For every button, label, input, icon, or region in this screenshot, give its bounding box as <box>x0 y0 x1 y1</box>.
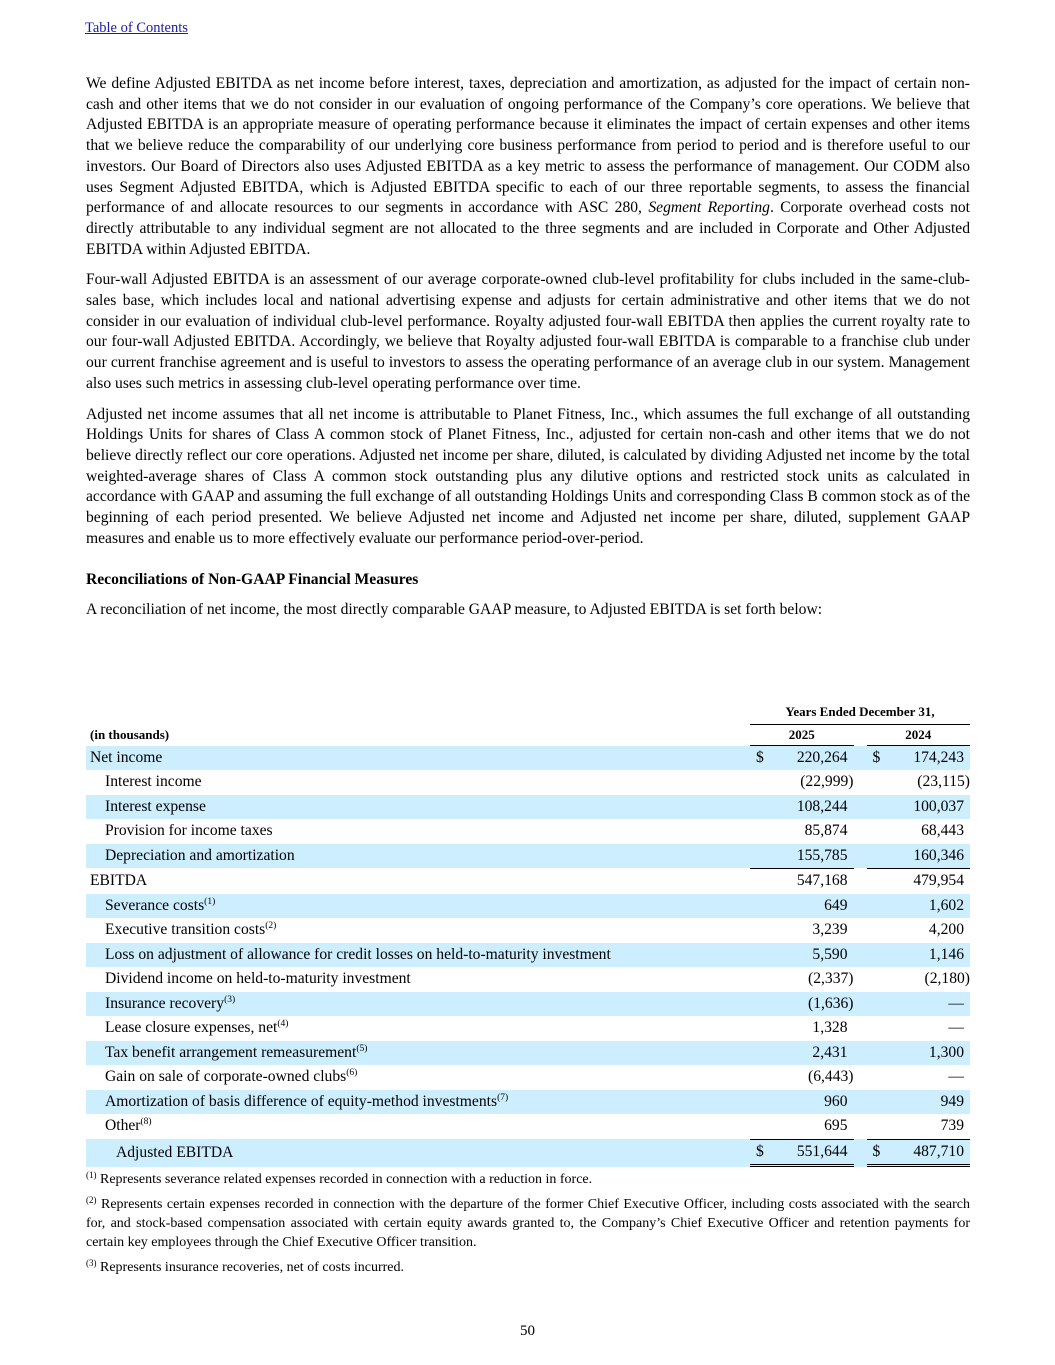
value-2024: 479,954 <box>886 868 970 894</box>
paragraph-adjusted-net-income: Adjusted net income assumes that all net income is attributable to Planet Fitness, Inc., which assumes the full exchange of all outstanding Holdings Units for shares of Class A common stock of Planet Fitness, Inc., adjusted for certain non-cash and other items that we do not believe directly reflect our core operations. Adjusted net income per share, diluted, is calculated by dividing Adjusted net income by the total weighted-average shares of Class A common stock outstanding plus any dilutive options and restricted stock units as calculated in accordance with GAAP and assuming the full exchange of all outstanding Holdings Units and corresponding Class B common stock as of the beginning of each period presented. We believe Adjusted net income and Adjusted net income per share, diluted, supplement GAAP measures and enable us to more effectively evaluate our performance period-over-period. <box>86 405 970 547</box>
currency-symbol <box>750 992 770 1017</box>
value-2024: 4,200 <box>928 921 964 938</box>
paragraph-italic-text: Segment Reporting <box>648 199 770 217</box>
row-label: Provision for income taxes <box>105 822 273 839</box>
table-row <box>86 770 970 795</box>
row-label: Gain on sale of corporate-owned clubs$^{(6)}$ <box>105 1068 358 1085</box>
row-label: Dividend income on held-to-maturity investment <box>105 970 411 987</box>
row-label: Executive transition costs$^{(2)}$ <box>105 921 277 938</box>
currency-symbol <box>750 868 770 894</box>
value-2025: 649 <box>770 894 854 919</box>
row-label: Loss on adjustment of allowance for credit losses on held-to-maturity investment <box>86 943 750 968</box>
table-row <box>86 746 970 771</box>
footnote-ref: (3) <box>224 994 236 1005</box>
currency-symbol <box>750 819 770 844</box>
footnote-ref: (8) <box>140 1117 152 1127</box>
table-row <box>86 1139 970 1168</box>
currency-symbol <box>750 918 770 943</box>
table-of-contents-link[interactable]: Table of Contents <box>85 20 188 36</box>
row-label: Severance costs$^{(1)}$ <box>86 894 750 919</box>
paragraph-text: We define Adjusted EBITDA as net income before interest, taxes, depreciation and amortization, as adjusted for the impact of certain non-cash and other items that we do not consider in our evaluation of ongoing performance of the Company’s core operations. We believe that Adjusted EBITDA is an appropriate measure of operating performance because it eliminates the impact of certain expenses and other items that we believe reduce the comparability of our underlying core business performance from period to period and is therefore useful to our investors. Our Board of Directors also uses Adjusted EBITDA as a key metric to assess the performance of management. Our CODM also uses Segment Adjusted EBITDA, which is Adjusted EBITDA specific to each of our three reportable segments, to assess the financial performance of and allocate resources to our segments in accordance with ASC 280, <box>86 75 970 217</box>
footnote-ref: (5) <box>356 1043 368 1054</box>
row-label: Depreciation and amortization <box>86 844 750 869</box>
currency-symbol <box>750 1041 770 1066</box>
value-2024: 1,300 <box>886 1041 970 1066</box>
footnote-ref: (4) <box>277 1019 289 1029</box>
value-2024: 1,146 <box>886 943 970 968</box>
currency-symbol <box>867 1065 887 1090</box>
row-label: EBITDA <box>90 871 148 889</box>
row-label: Interest expense <box>86 795 750 820</box>
currency-symbol <box>750 770 770 795</box>
currency-symbol <box>867 1090 887 1115</box>
table-row <box>86 1016 970 1041</box>
value-2024: 68,443 <box>921 822 964 839</box>
value-2025: (2,337) <box>808 970 854 987</box>
currency-symbol <box>750 1016 770 1041</box>
footnote-mark: (1) <box>86 1170 97 1180</box>
value-2025: 1,328 <box>812 1019 848 1036</box>
currency-symbol <box>867 1114 887 1139</box>
value-2025: 3,239 <box>812 921 848 938</box>
currency-symbol <box>867 918 887 943</box>
value-2024: 160,346 <box>886 844 970 869</box>
row-label: Lease closure expenses, net$^{(4)}$ <box>105 1019 289 1036</box>
value-2024: 739 <box>940 1117 964 1134</box>
value-2024: — <box>886 992 970 1017</box>
currency-symbol <box>867 819 887 844</box>
currency-symbol <box>867 943 887 968</box>
currency-symbol <box>867 1041 887 1066</box>
currency-symbol <box>867 894 887 919</box>
footnote-ref: (2) <box>265 921 277 931</box>
period-header: Years Ended December 31, <box>750 700 970 725</box>
value-2025: 547,168 <box>770 868 854 894</box>
table-row <box>86 844 970 869</box>
value-2025: (6,443) <box>808 1068 854 1085</box>
currency-symbol <box>867 1016 887 1041</box>
footnote <box>86 1170 970 1189</box>
value-2024: 1,602 <box>886 894 970 919</box>
section-heading: Reconciliations of Non-GAAP Financial Measures <box>86 571 419 589</box>
value-2025: 695 <box>824 1117 848 1134</box>
footnotes <box>86 1170 970 1283</box>
units-label: (in thousands) <box>90 727 170 742</box>
column-header-2025: 2025 <box>750 725 853 746</box>
table-row <box>86 943 970 968</box>
currency-symbol <box>750 1065 770 1090</box>
table-period-header-row <box>86 700 970 725</box>
value-2024: — <box>948 1068 964 1085</box>
footnote-mark: (3) <box>86 1258 97 1268</box>
section-intro: A reconciliation of net income, the most directly comparable GAAP measure, to Adjusted EBITDA is set forth below: <box>86 601 823 619</box>
currency-symbol <box>867 795 887 820</box>
currency-symbol <box>750 795 770 820</box>
footnote-ref: (6) <box>346 1068 358 1078</box>
row-label: Other$^{(8)}$ <box>105 1117 152 1134</box>
currency-symbol: $ <box>750 1139 770 1168</box>
currency-symbol: $ <box>867 1139 887 1168</box>
value-2024: (2,180) <box>924 970 970 987</box>
value-2025: 960 <box>770 1090 854 1115</box>
body-text <box>86 74 970 620</box>
value-2025: (22,999) <box>800 773 854 790</box>
currency-symbol <box>867 992 887 1017</box>
value-2025: 108,244 <box>770 795 854 820</box>
value-2024: — <box>948 1019 964 1036</box>
footnote <box>86 1195 970 1252</box>
table-row <box>86 992 970 1017</box>
table-column-header-row <box>86 725 970 746</box>
table-row <box>86 1041 970 1066</box>
footnote-mark: (2) <box>86 1195 97 1205</box>
value-2025: (1,636) <box>770 992 854 1017</box>
currency-symbol <box>867 770 887 795</box>
row-label: Amortization of basis difference of equity-method investments$^{(7)}$ <box>86 1090 750 1115</box>
currency-symbol: $ <box>750 746 770 771</box>
paragraph-adjusted-ebitda-definition <box>86 74 970 260</box>
row-label: Interest income <box>105 773 202 790</box>
currency-symbol <box>750 943 770 968</box>
value-2025: 5,590 <box>770 943 854 968</box>
table-row <box>86 868 970 894</box>
currency-symbol <box>750 967 770 992</box>
row-label: Insurance recovery$^{(3)}$ <box>86 992 750 1017</box>
footnote <box>86 1258 970 1277</box>
currency-symbol <box>867 967 887 992</box>
row-label: Tax benefit arrangement remeasurement$^{(5)}$ <box>86 1041 750 1066</box>
table-row <box>86 894 970 919</box>
currency-symbol: $ <box>867 746 887 771</box>
paragraph-text: . Corporate overhead costs not directly attributable to any individual segment are not allocated to the three segments and are included in Corporate and Other Adjusted EBITDA within Adjusted EBITDA. <box>86 199 971 258</box>
value-2025: 85,874 <box>804 822 848 839</box>
table-row <box>86 967 970 992</box>
value-2025: 220,264 <box>770 746 854 771</box>
value-2025: 155,785 <box>770 844 854 869</box>
table-row <box>86 918 970 943</box>
currency-symbol <box>750 1114 770 1139</box>
footnote-ref: (7) <box>497 1092 509 1103</box>
footnote-text: Represents insurance recoveries, net of costs incurred. <box>96 1260 404 1275</box>
value-2024: 174,243 <box>886 746 970 771</box>
value-2025: 551,644 <box>770 1139 854 1168</box>
value-2024: 487,710 <box>886 1139 970 1168</box>
page-number: 50 <box>520 1323 535 1339</box>
footnote-text: Represents certain expenses recorded in connection with the departure of the former Chief Executive Officer, including costs associated with the search for, and stock-based compensation associated with certain equity awards granted to, the Company’s Chief Executive Officer and retention payments for certain key employees through the Chief Executive Officer transition. <box>86 1197 970 1250</box>
value-2024: 949 <box>886 1090 970 1115</box>
footnote-ref: (1) <box>204 896 216 907</box>
currency-symbol <box>867 868 887 894</box>
paragraph-four-wall-ebitda: Four-wall Adjusted EBITDA is an assessment of our average corporate-owned club-level profitability for clubs included in the same-club-sales base, which includes local and national advertising expense and adjusts for certain administrative and other items that we do not consider in our evaluation of individual club-level performance. Royalty adjusted four-wall EBITDA then applies the current royalty rate to our four-wall Adjusted EBITDA. Accordingly, we believe that Royalty adjusted four-wall EBITDA is comparable to a franchise club under our current franchise agreement and is useful to investors to assess the operating performance of an average club in our system. Management also uses such metrics in assessing club-level operating performance over time. <box>86 271 970 392</box>
table-row <box>86 1065 970 1090</box>
reconciliation-table <box>86 700 970 1167</box>
value-2025: 2,431 <box>770 1041 854 1066</box>
row-label: Net income <box>86 746 750 771</box>
table-row <box>86 1090 970 1115</box>
footnote-text: Represents severance related expenses recorded in connection with a reduction in force. <box>96 1172 593 1187</box>
row-label: Adjusted EBITDA <box>86 1139 750 1168</box>
value-2024: (23,115) <box>917 773 970 790</box>
column-header-2024: 2024 <box>867 725 971 746</box>
currency-symbol <box>867 844 887 869</box>
currency-symbol <box>750 1090 770 1115</box>
table-row <box>86 819 970 844</box>
table-row <box>86 795 970 820</box>
currency-symbol <box>750 844 770 869</box>
currency-symbol <box>750 894 770 919</box>
value-2024: 100,037 <box>886 795 970 820</box>
table-row <box>86 1114 970 1139</box>
